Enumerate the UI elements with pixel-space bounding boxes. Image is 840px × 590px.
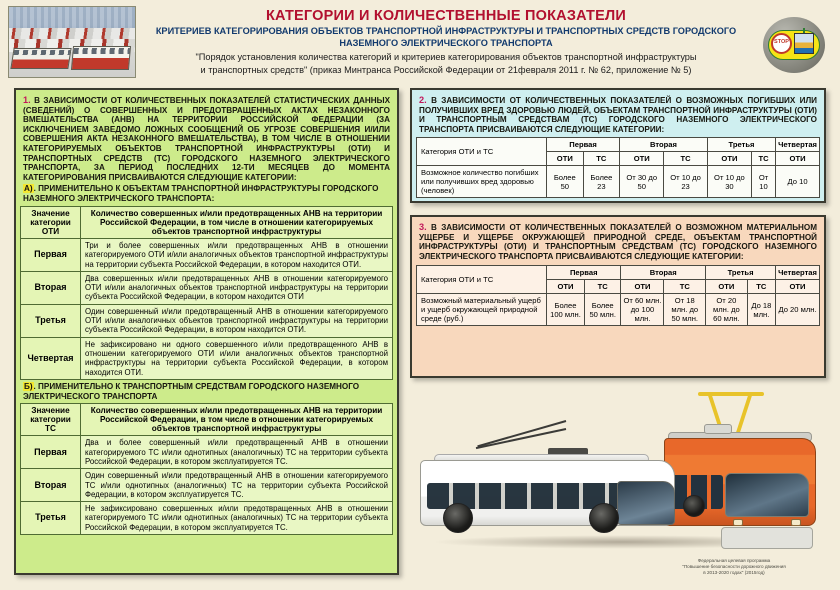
section-2-intro: [416, 94, 820, 134]
vehicles-photo: [412, 390, 826, 575]
s3-val-5: От 20 млн. до 60 млн.: [706, 294, 748, 326]
s2-val-4: От 10 до 23: [664, 166, 708, 198]
s3-sub-1: ОТИ: [547, 280, 585, 294]
table-row-header: [417, 138, 820, 152]
footer-note: [636, 558, 832, 576]
table-row: [417, 166, 820, 198]
s2-sub-6: ТС: [751, 152, 775, 166]
table-b-header-category: Значение категории ТС: [21, 404, 81, 436]
s2-val-5: От 10 до 30: [707, 166, 751, 198]
table-row: [21, 271, 393, 304]
page-subtitle-line1: КРИТЕРИЕВ КАТЕГОРИРОВАНИЯ ОБЪЕКТОВ ТРАНСПОРТНОЙ ИНФРАСТРУКТУРЫ И ТРАНСПОРТНЫХ СРЕДСТВ ГОРОДСКОГО: [155, 26, 737, 36]
tram-icon: [794, 33, 814, 54]
subheading-b-marker: Б): [24, 381, 33, 391]
s2-group-3: Третья: [707, 138, 775, 152]
table-a-header-description: Количество совершенных и/или предотвращенных АНВ на территории Российской Федерации, в том числе в отношении категорируемых объектов транспортной инфраструктуры: [81, 206, 393, 238]
subheading-a-marker: А): [24, 184, 33, 194]
section-2-table: [416, 137, 820, 198]
page-title: КАТЕГОРИИ И КОЛИЧЕСТВЕННЫЕ ПОКАЗАТЕЛИ: [266, 8, 626, 24]
table-row: [21, 502, 393, 535]
subheading-b-text: . ПРИМЕНИТЕЛЬНО К ТРАНСПОРТНЫМ СРЕДСТВАМ ГОРОДСКОГО НАЗЕМНОГО ЭЛЕКТРИЧЕСКОГО ТРАНСПОРТА: [23, 381, 360, 401]
s3-sub-6: ТС: [747, 280, 775, 294]
table-row: [21, 337, 393, 379]
s3-sub-5: ОТИ: [706, 280, 748, 294]
s3-val-2: Более 50 млн.: [584, 294, 621, 326]
section-1-intro-text: В ЗАВИСИМОСТИ ОТ КОЛИЧЕСТВЕННЫХ ПОКАЗАТЕЛЕЙ СТАТИСТИЧЕСКИХ ДАННЫХ (СВЕДЕНИЙ) О СОВЕРШЕННЫХ И ПРЕДОТВРАЩЕННЫХ АКТАХ НЕЗАКОННОГО ВМЕШАТЕЛЬСТВА (АНВ) НА ТЕРРИТОРИИ РОССИЙСКОЙ ФЕДЕРАЦИИ (ЗА ИСКЛЮЧЕНИЕМ ЗАВЕДОМО ЛОЖНЫХ СООБЩЕНИЙ ОБ УГРОЗЕ СОВЕРШЕНИЯ И/ИЛИ СОВЕРШЕНИЯ АКТА НЕЗАКОННОГО ВМЕШАТЕЛЬСТВА), В ТОМ ЧИСЛЕ В ОТНОШЕНИИ КАТЕГОРИРУЕМЫХ ОБЪЕКТОВ ТРАНСПОРТНОЙ ИНФРАСТРУКТУРЫ (ОТИ) И ТРАНСПОРТНЫХ СРЕДСТВ (ТС) ГОРОДСКОГО НАЗЕМНОГО ЭЛЕКТРИЧЕСКОГО ТРАНСПОРТА, ЗА ПЕРИОД ПОСЛЕДНИХ 12-ТИ МЕСЯЦЕВ ДО МОМЕНТА КАТЕГОРИРОВАНИЯ ПРИСВАИВАЮТСЯ СЛЕДУЮЩИЕ КАТЕГОРИИ:: [23, 96, 390, 182]
s2-group-2: Вторая: [620, 138, 708, 152]
section-2-intro-text: В ЗАВИСИМОСТИ ОТ КОЛИЧЕСТВЕННЫХ ПОКАЗАТЕЛЕЙ О ВОЗМОЖНЫХ ПОГИБШИХ ИЛИ ПОЛУЧИВШИХ ВРЕД ЗДОРОВЬЮ ЛЮДЕЙ, ОБЪЕКТАМ ТРАНСПОРТНОЙ ИНФРАСТРУКТУРЫ (ОТИ) И ТРАНСПОРТНЫМ СРЕДСТВАМ (ТС) ГОРОДСКОГО НАЗЕМНОГО ЭЛЕКТРИЧЕСКОГО ТРАНСПОРТА ПРИСВАИВАЮТСЯ СЛЕДУЮЩИЕ КАТЕГОРИИ:: [419, 96, 818, 134]
s2-val-1: Более 50: [547, 166, 584, 198]
s3-val-6: До 18 млн.: [747, 294, 775, 326]
footer-line-3: в 2013-2020 годах" (2015год): [703, 570, 765, 575]
table-b-cat-2: Вторая: [21, 469, 81, 502]
s3-val-7: До 20 млн.: [776, 294, 820, 326]
s3-sub-4: ТС: [664, 280, 706, 294]
table-row: [21, 436, 393, 469]
s2-group-4: Четвертая: [776, 138, 820, 152]
s2-sub-4: ТС: [664, 152, 708, 166]
table-a-oti: [20, 206, 393, 380]
table-row: [21, 469, 393, 502]
s2-sub-2: ТС: [583, 152, 620, 166]
table-a-cat-2: Вторая: [21, 271, 81, 304]
s3-group-2: Вторая: [621, 266, 706, 280]
section-1-panel: [14, 88, 399, 575]
section-1-subheading-a: [20, 182, 393, 206]
table-a-header-category: Значение категории ОТИ: [21, 206, 81, 238]
section-3-table: [416, 265, 820, 326]
tram-depot-photo: [8, 6, 136, 78]
footer-line-1: Федеральная целевая программа: [697, 558, 771, 563]
subheading-a-text: . ПРИМЕНИТЕЛЬНО К ОБЪЕКТАМ ТРАНСПОРТНОЙ ИНФРАСТРУКТУРЫ ГОРОДСКОГО НАЗЕМНОГО ЭЛЕКТРИЧЕСКОГО ТРАНСПОРТА:: [23, 184, 379, 204]
table-b-ts: [20, 403, 393, 535]
program-logo-icon: [763, 17, 825, 73]
footer-line-2: "Повышение безопасности дорожного движения: [682, 564, 786, 569]
table-b-cat-1: Первая: [21, 436, 81, 469]
stop-sign-icon: STOP: [771, 33, 792, 54]
poster-header: [0, 0, 840, 88]
table-row-header: [417, 266, 820, 280]
s3-group-1: Первая: [547, 266, 621, 280]
s3-sub-2: ТС: [584, 280, 621, 294]
table-row: [417, 294, 820, 326]
s3-row-label: Возможный материальный ущерб и ущерб окружающей природной среде (руб.): [417, 294, 547, 326]
table-a-cat-1: Первая: [21, 238, 81, 271]
table-b-header-description: Количество совершенных и/или предотвращенных АНВ на территории Российской Федерации, в том числе в отношении категорируемых объектов транспортной инфраструктуры: [81, 404, 393, 436]
table-a-desc-3: Один совершенный и/или предотвращенный АНВ в отношении категорируемого ОТИ и/или аналогичных объектов транспортной инфраструктуры на территории субъекта Российской Федерации, в котором находится ОТИ.: [81, 304, 393, 337]
s3-sub-7: ОТИ: [776, 280, 820, 294]
s2-val-7: До 10: [776, 166, 820, 198]
s2-sub-5: ОТИ: [707, 152, 751, 166]
s2-sub-3: ОТИ: [620, 152, 664, 166]
s2-group-1: Первая: [547, 138, 620, 152]
page-source-line2: и транспортных средств" (приказ Минтранса Российской Федерации от 21февраля 2011 г. № 62, приложение № 5): [200, 65, 692, 76]
table-a-desc-1: Три и более совершенных и/или предотвращенных АНВ в отношении категорируемого ОТИ и/или аналогичных объектов транспортной инфраструктуры на территории субъекта Российской Федерации, в котором находится ОТИ.: [81, 238, 393, 271]
page-subtitle-line2: НАЗЕМНОГО ЭЛЕКТРИЧЕСКОГО ТРАНСПОРТА: [339, 38, 553, 49]
section-2-number: 2.: [419, 95, 427, 105]
s3-corner-label: Категория ОТИ и ТС: [417, 266, 547, 294]
section-3-number: 3.: [419, 222, 427, 232]
page-source-line1: "Порядок установления количества категорий и критериев категорирования объектов транспортной инфраструктуры: [195, 51, 697, 62]
table-b-desc-2: Один совершенный и/или предотвращенный АНВ в отношении категорируемого ТС и/или однотипных (аналогичных) ТС на территории субъекта Российской Федерации, в котором эксплуатируется ТС.: [81, 469, 393, 502]
section-1-subheading-b: [20, 380, 393, 404]
s2-val-3: От 30 до 50: [620, 166, 664, 198]
section-2-panel: [410, 88, 826, 203]
table-b-desc-3: Не зафиксировано совершенных и/или предотвращенных АНВ в отношении категорируемого ТС и/или однотипных (аналогичных) ТС на территории субъекта Российской Федерации, в котором эксплуатируется ТС.: [81, 502, 393, 535]
s2-corner-label: Категория ОТИ и ТС: [417, 138, 547, 166]
tram-illustration: [664, 410, 816, 542]
table-a-desc-4: Не зафиксировано ни одного совершенного и/или предотвращенного АНВ в отношении категорируемого ОТИ и/или аналогичных объектов транспортной инфраструктуры на территории субъекта Российской Федерации, в котором находится ОТИ.: [81, 337, 393, 379]
trolleybus-illustration: [420, 446, 675, 542]
section-3-panel: [410, 215, 826, 378]
table-a-cat-3: Третья: [21, 304, 81, 337]
s2-sub-1: ОТИ: [547, 152, 584, 166]
table-row-header: [21, 206, 393, 238]
s3-val-3: От 60 млн. до 100 млн.: [621, 294, 664, 326]
section-1-number: 1.: [23, 95, 31, 105]
section-3-intro-text: В ЗАВИСИМОСТИ ОТ КОЛИЧЕСТВЕННЫХ ПОКАЗАТЕЛЕЙ О ВОЗМОЖНОМ МАТЕРИАЛЬНОМ УЩЕРБЕ И УЩЕРБЕ ОКРУЖАЮЩЕЙ ПРИРОДНОЙ СРЕДЕ, ОБЪЕКТАМ ТРАНСПОРТНОЙ ИНФРАСТРУКТУРЫ (ОТИ) И ТРАНСПОРТНЫМ СРЕДСТВАМ (ТС) ГОРОДСКОГО НАЗЕМНОГО ЭЛЕКТРИЧЕСКОГО ТРАНСПОРТА ПРИСВАИВАЮТСЯ СЛЕДУЮЩИЕ КАТЕГОРИИ:: [419, 223, 817, 261]
s2-sub-7: ОТИ: [776, 152, 820, 166]
table-b-cat-3: Третья: [21, 502, 81, 535]
s2-val-2: Более 23: [583, 166, 620, 198]
section-3-intro: [416, 221, 820, 261]
s3-group-4: Четвертая: [776, 266, 820, 280]
s3-val-1: Более 100 млн.: [547, 294, 585, 326]
s3-val-4: От 18 млн. до 50 млн.: [664, 294, 706, 326]
s2-val-6: От 10: [751, 166, 775, 198]
table-row-header: [21, 404, 393, 436]
table-b-desc-1: Два и более совершенный и/или предотвращенный АНВ в отношении категорируемого ТС и/или однотипных (аналогичных) ТС на территории субъекта Российской Федерации, в котором эксплуатируется ТС.: [81, 436, 393, 469]
table-row: [21, 238, 393, 271]
s3-sub-3: ОТИ: [621, 280, 664, 294]
table-a-desc-2: Два совершенных и/или предотвращенных АНВ в отношении категорируемого ОТИ и/или аналогичных объектов транспортной инфраструктуры на территории субъекта Российской Федерации, в котором находится ОТИ: [81, 271, 393, 304]
table-row: [21, 304, 393, 337]
title-block: [136, 8, 756, 77]
s2-row-label: Возможное количество погибших или получивших вред здоровью (человек): [417, 166, 547, 198]
section-1-intro: [20, 94, 393, 182]
table-a-cat-4: Четвертая: [21, 337, 81, 379]
s3-group-3: Третья: [706, 266, 776, 280]
